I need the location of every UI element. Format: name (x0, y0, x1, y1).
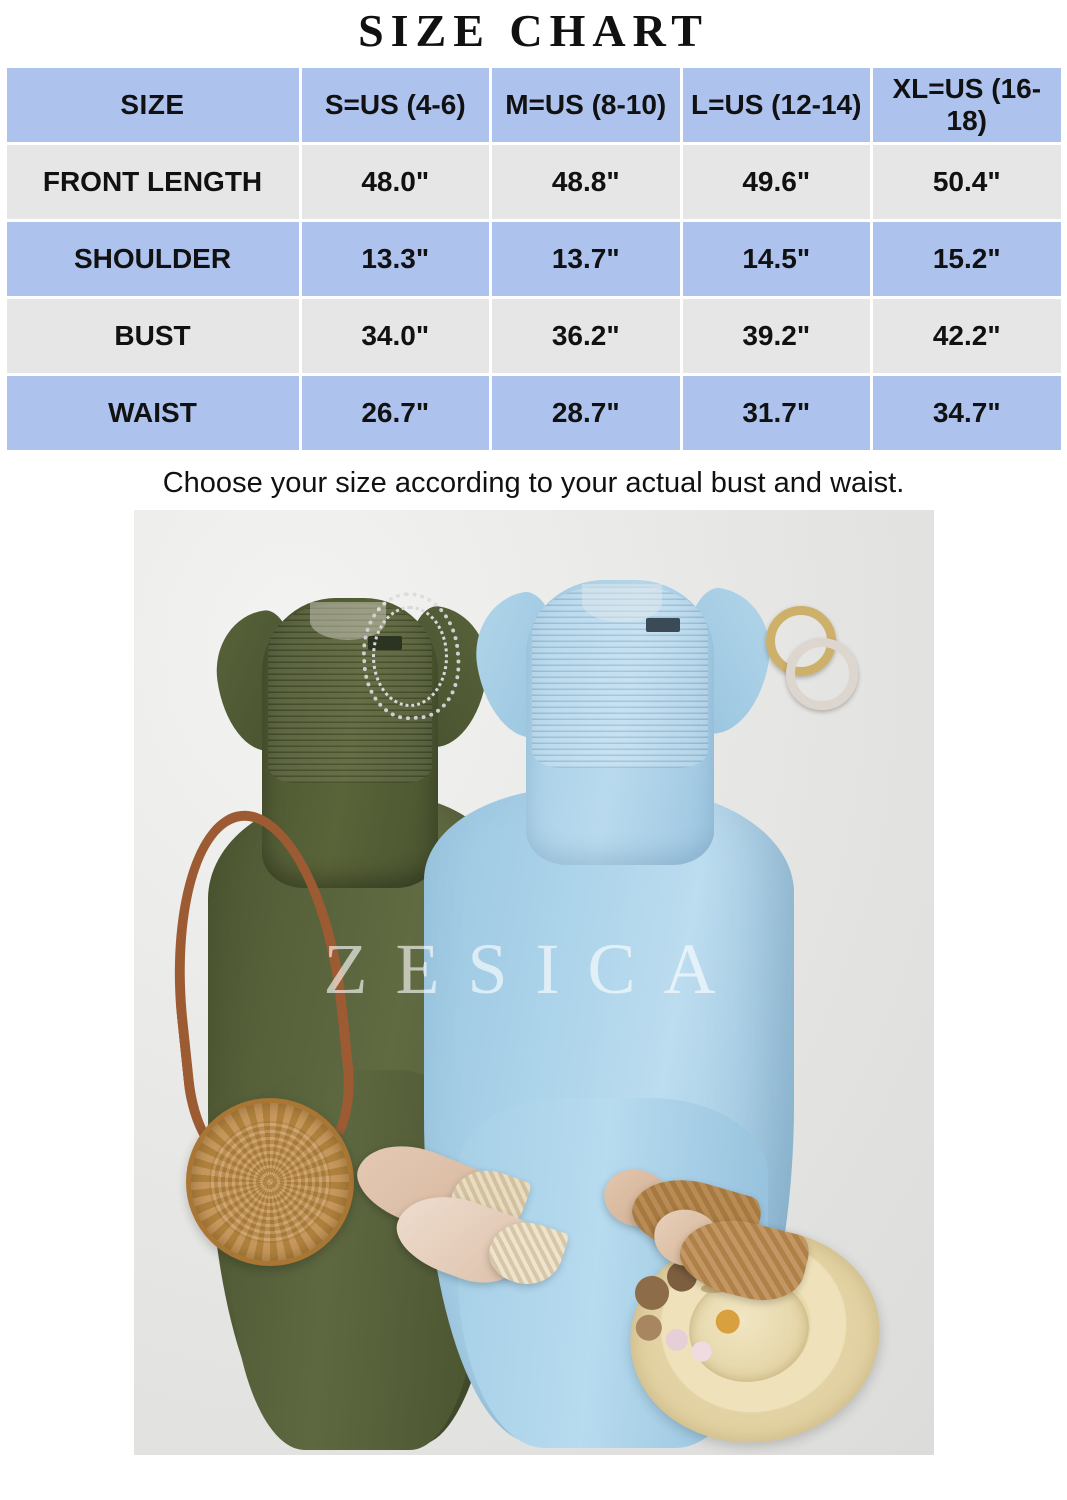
pink-flower-2 (690, 1340, 713, 1363)
cell-front-length-m: 48.8" (492, 145, 680, 219)
cell-shoulder-l: 14.5" (683, 222, 871, 296)
blue-dress-bodice (526, 580, 714, 865)
yellow-flower (714, 1308, 741, 1335)
table-row (7, 222, 1061, 296)
header-size-s: S=US (4-6) (302, 68, 490, 142)
dried-bud (634, 1313, 663, 1342)
cell-waist-xl: 34.7" (873, 376, 1061, 450)
cell-front-length-xl: 50.4" (873, 145, 1061, 219)
product-photo (134, 510, 934, 1455)
pinecone-1 (632, 1273, 670, 1311)
rattan-round-bag (186, 1098, 354, 1266)
table-header-row (7, 68, 1061, 142)
header-size-xl: XL=US (16-18) (873, 68, 1061, 142)
cell-shoulder-s: 13.3" (302, 222, 490, 296)
header-size-m: M=US (8-10) (492, 68, 680, 142)
cell-bust-s: 34.0" (302, 299, 490, 373)
cell-waist-s: 26.7" (302, 376, 490, 450)
bag-weave-texture (209, 1121, 331, 1243)
table-row (7, 376, 1061, 450)
table-row (7, 145, 1061, 219)
cell-waist-m: 28.7" (492, 376, 680, 450)
cell-waist-l: 31.7" (683, 376, 871, 450)
hoop-earring-silver (786, 638, 858, 710)
brand-watermark: ZESICA (323, 928, 744, 1009)
cell-shoulder-m: 13.7" (492, 222, 680, 296)
row-label-bust: BUST (7, 299, 299, 373)
row-label-front-length: FRONT LENGTH (7, 145, 299, 219)
sizing-note: Choose your size according to your actual bust and waist. (162, 466, 905, 499)
page-title: SIZE CHART (358, 5, 709, 56)
cell-front-length-s: 48.0" (302, 145, 490, 219)
cell-bust-xl: 42.2" (873, 299, 1061, 373)
cell-bust-l: 39.2" (683, 299, 871, 373)
blue-dress-neckline (582, 584, 662, 622)
row-label-waist: WAIST (7, 376, 299, 450)
cell-bust-m: 36.2" (492, 299, 680, 373)
header-size: SIZE (7, 68, 299, 142)
cell-front-length-l: 49.6" (683, 145, 871, 219)
cell-shoulder-xl: 15.2" (873, 222, 1061, 296)
table-row (7, 299, 1061, 373)
blue-dress-brand-tag (646, 618, 680, 632)
row-label-shoulder: SHOULDER (7, 222, 299, 296)
size-chart-table (4, 65, 1064, 453)
pink-flower-1 (664, 1327, 689, 1352)
header-size-l: L=US (12-14) (683, 68, 871, 142)
